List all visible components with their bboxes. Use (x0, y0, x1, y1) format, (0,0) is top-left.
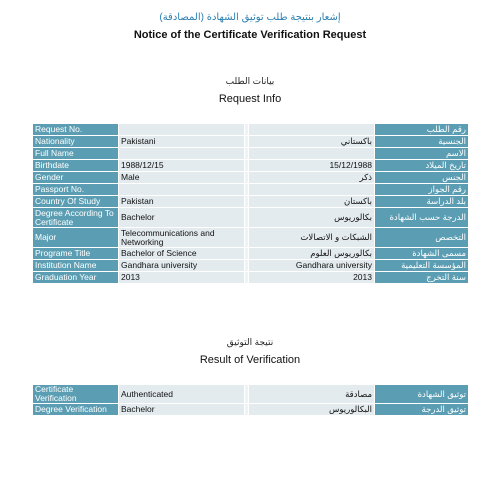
field-label: Degree According To Certificate (33, 208, 119, 228)
table-row (33, 260, 469, 272)
table-row (33, 385, 469, 404)
field-value (119, 124, 245, 136)
field-label-arabic: توثيق الدرجة (375, 404, 469, 416)
field-value-arabic (249, 124, 375, 136)
document-title-arabic: إشعار بنتيجة طلب توثيق الشهادة (المصادقة) (159, 12, 341, 23)
field-label: Graduation Year (33, 272, 119, 284)
field-value-arabic: مصادقة (249, 385, 375, 404)
field-value: Telecommunications and Networking (119, 228, 245, 248)
field-value-arabic (249, 148, 375, 160)
field-value-arabic: Gandhara university (249, 260, 375, 272)
field-label-arabic: رقم الطلب (375, 124, 469, 136)
table-row (33, 196, 469, 208)
field-label: Programe Title (33, 248, 119, 260)
field-value-arabic (249, 184, 375, 196)
request-info-heading-arabic: بيانات الطلب (225, 76, 275, 86)
table-row (33, 136, 469, 148)
field-label: Institution Name (33, 260, 119, 272)
field-value-arabic: بكالوريوس (249, 208, 375, 228)
field-value (119, 184, 245, 196)
field-label: Request No. (33, 124, 119, 136)
field-label-arabic: رقم الجواز (375, 184, 469, 196)
field-value: Bachelor (119, 208, 245, 228)
field-value: Male (119, 172, 245, 184)
field-label-arabic: مسمى الشهادة (375, 248, 469, 260)
verification-heading-arabic: نتيجة التوثيق (226, 337, 274, 347)
table-row (33, 228, 469, 248)
field-value (119, 148, 245, 160)
table-row (33, 172, 469, 184)
field-value: Pakistani (119, 136, 245, 148)
field-label: Major (33, 228, 119, 248)
field-value: 2013 (119, 272, 245, 284)
table-row (33, 184, 469, 196)
field-label: Birthdate (33, 160, 119, 172)
field-label-arabic: التخصص (375, 228, 469, 248)
field-value: Pakistan (119, 196, 245, 208)
field-value: Gandhara university (119, 260, 245, 272)
field-label-arabic: الجنس (375, 172, 469, 184)
field-value-arabic: باكستاني (249, 136, 375, 148)
field-label: Country Of Study (33, 196, 119, 208)
table-row (33, 160, 469, 172)
request-info-table (32, 123, 469, 284)
field-label-arabic: بلد الدراسة (375, 196, 469, 208)
field-label-arabic: الجنسية (375, 136, 469, 148)
field-label: Degree Verification (33, 404, 119, 416)
request-info-heading: Request Info (218, 93, 282, 105)
field-label-arabic: الدرجة حسب الشهادة (375, 208, 469, 228)
field-value-arabic: ذكر (249, 172, 375, 184)
field-label: Gender (33, 172, 119, 184)
field-value-arabic: باكستان (249, 196, 375, 208)
field-label: Full Name (33, 148, 119, 160)
field-value-arabic: الشبكات و الاتصالات (249, 228, 375, 248)
table-row (33, 148, 469, 160)
field-value-arabic: 2013 (249, 272, 375, 284)
field-value-arabic: البكالوريوس (249, 404, 375, 416)
table-row (33, 404, 469, 416)
field-value-arabic: بكالوريوس العلوم (249, 248, 375, 260)
table-row (33, 248, 469, 260)
field-value-arabic: 15/12/1988 (249, 160, 375, 172)
field-label: Certificate Verification (33, 385, 119, 404)
table-row (33, 124, 469, 136)
verification-heading: Result of Verification (199, 354, 301, 366)
field-value: Authenticated (119, 385, 245, 404)
field-label-arabic: توثيق الشهادة (375, 385, 469, 404)
field-label-arabic: المؤسسة التعليمية (375, 260, 469, 272)
table-row (33, 272, 469, 284)
verification-result-table (32, 384, 469, 416)
field-label-arabic: الاسم (375, 148, 469, 160)
field-label: Passport No. (33, 184, 119, 196)
table-row (33, 208, 469, 228)
document-title: Notice of the Certificate Verification Request (133, 29, 367, 41)
field-label: Nationality (33, 136, 119, 148)
field-value: Bachelor of Science (119, 248, 245, 260)
field-value: 1988/12/15 (119, 160, 245, 172)
field-label-arabic: سنة التخرج (375, 272, 469, 284)
field-value: Bachelor (119, 404, 245, 416)
field-label-arabic: تاريخ الميلاد (375, 160, 469, 172)
